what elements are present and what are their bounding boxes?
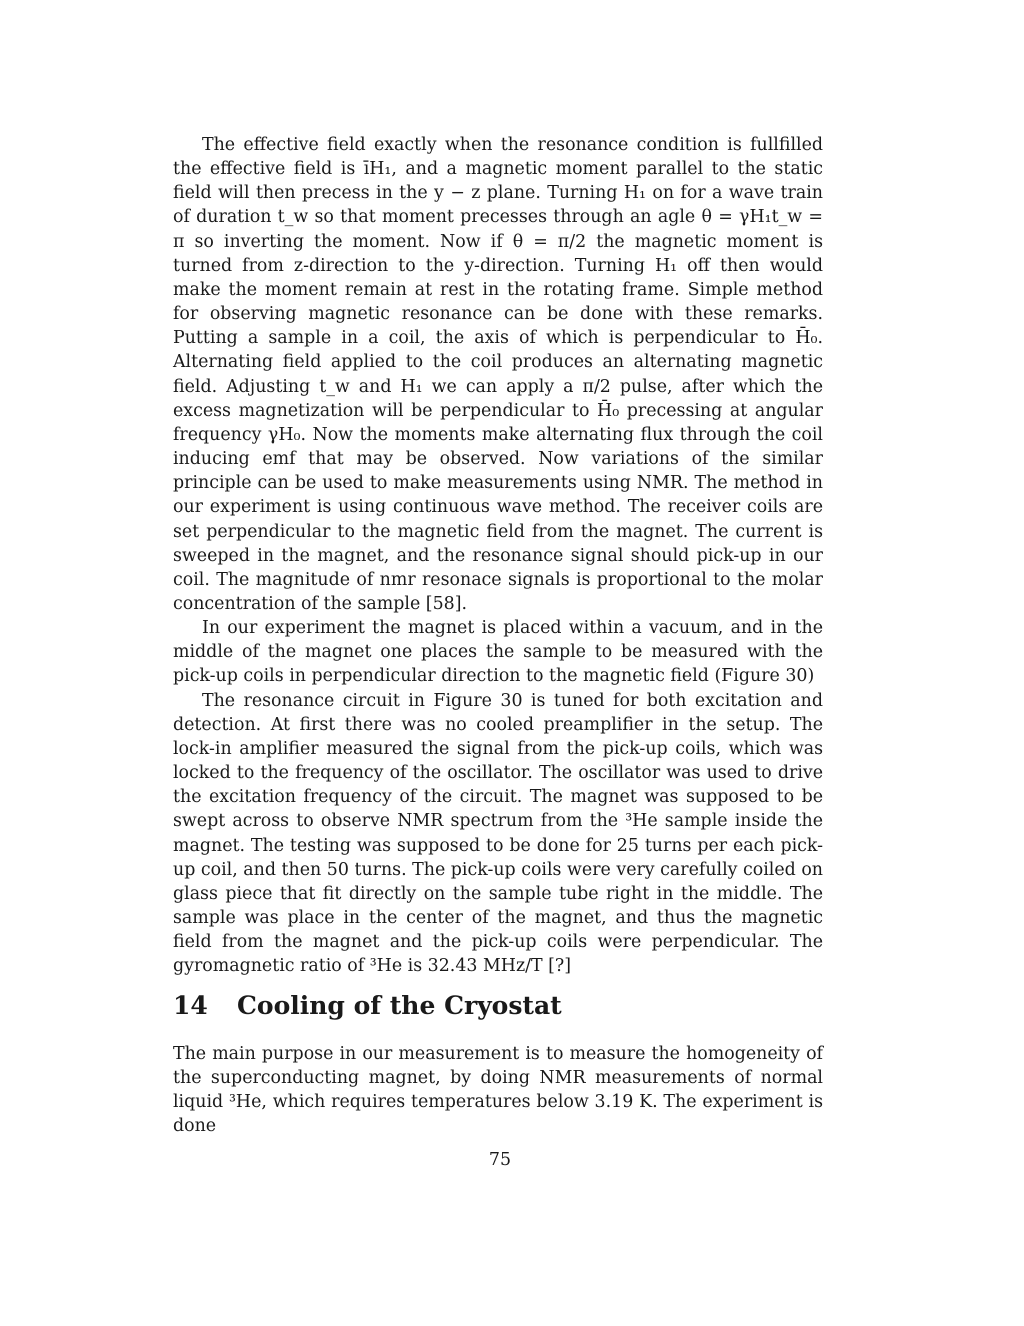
section-number: 14 — [173, 991, 208, 1020]
section-body — [173, 1042, 823, 1139]
body-text — [173, 133, 823, 978]
section-heading — [173, 990, 823, 1022]
page-number: 75 — [488, 1150, 512, 1170]
paragraph-1: The effective field exactly when the resonance condition is fullfilled the effective field is īH₁, and a magnetic moment parallel to the static field will then precess in the y − z plane. Turning H₁ on for a wave train of duration t_w so that moment precesses through an agle θ = γH₁t_w = π so inverting the moment. Now if θ = π/2 the magnetic moment is turned from z-direction to the y-direction. Turning H₁ off then would make the moment remain at rest in the rotating frame. Simple method for observing magnetic resonance can be done with these remarks. Putting a sample in a coil, the axis of which is perpendicular to H̄₀. Alternating field applied to the coil produces an alternating magnetic field. Adjusting t_w and H₁ we can apply a π/2 pulse, after which the excess magnetization will be perpendicular to H̄₀ precessing at angular frequency γH₀. Now the moments make alternating flux through the coil inducing emf that may be observed. Now variations of the similar principle can be used to make measurements using NMR. The method in our experiment is using continuous wave method. The receiver coils are set perpendicular to the magnetic field from the magnet. The current is sweeped in the magnet, and the resonance signal should pick-up in our coil. The magnitude of nmr resonace signals is proportional to the molar concentration of the sample [58]. — [173, 135, 823, 614]
section-paragraph: The main purpose in our measurement is to measure the homogeneity of the superconducting magnet, by doing NMR measurements of normal liquid ³He, which requires temperatures below 3.19 K. The experiment is done — [173, 1044, 823, 1137]
paragraph-3: The resonance circuit in Figure 30 is tuned for both excitation and detection. At first there was no cooled preamplifier in the setup. The lock-in amplifier measured the signal from the pick-up coils, which was locked to the frequency of the oscillator. The oscillator was used to drive the excitation frequency of the circuit. The magnet was supposed to be swept across to observe NMR spectrum from the ³He sample inside the magnet. The testing was supposed to be done for 25 turns per each pick-up coil, and then 50 turns. The pick-up coils were very carefully coiled on glass piece that fit directly on the sample tube right in the middle. The sample was place in the center of the magnet, and thus the magnetic field from the magnet and the pick-up coils were perpendicular. The gyromagnetic ratio of ³He is 32.43 MHz/T [?] — [173, 690, 823, 977]
section-title: Cooling of the Cryostat — [237, 991, 562, 1020]
paragraph-2: In our experiment the magnet is placed within a vacuum, and in the middle of the magnet one places the sample to be measured with the pick-up coils in perpendicular direction to the magnetic field (Figure 30) — [173, 618, 823, 687]
